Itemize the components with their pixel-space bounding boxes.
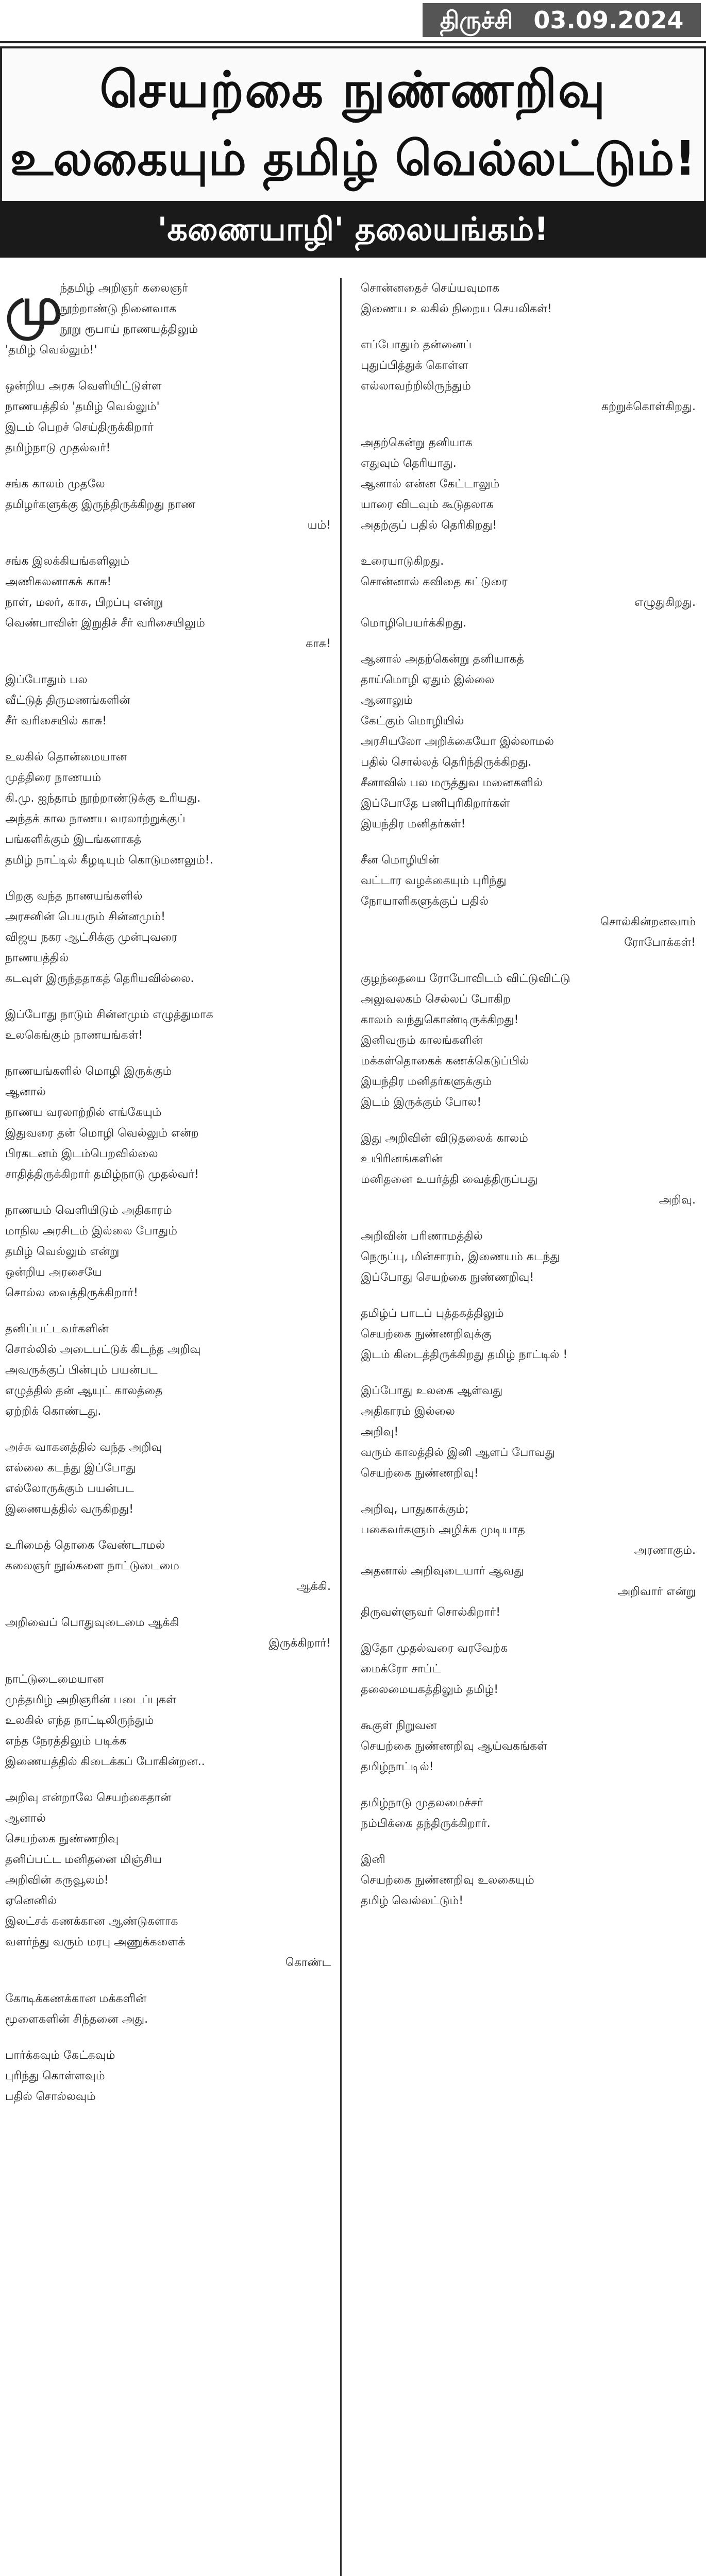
verse-line: அறிவு. [659,1194,696,1207]
left-column-body [5,278,340,2107]
verse-line: ஏனெனில் [5,1894,57,1907]
verse-line: நாள், மலர், காசு, பிறப்பு என்று [5,596,163,609]
verse-line: சொல்லில் அடைபட்டுக் கிடந்த அறிவு [5,1343,201,1356]
stanza [5,1061,331,1185]
verse-line: ஏற்றிக் கொண்டது. [5,1405,102,1418]
stanza [361,1381,696,1484]
verse-line: ஆனாலும் [361,694,413,707]
verse-line: கலைஞர் நூல்களை நாட்டுடைமை [5,1560,179,1572]
verse-line: உரையாடுகிறது. [361,555,444,568]
verse-line: பிரகடனம் இடம்பெறவில்லை [5,1147,158,1160]
verse-line: மொழிபெயர்க்கிறது. [361,617,466,630]
verse-line: அதற்குப் பதில் தெரிகிறது! [361,519,497,532]
verse-line: முத்திரை நாணயம் [5,771,102,784]
subtitle-banner: 'கணையாழி' தலையங்கம்! [0,201,706,258]
verse-line: பதில் சொல்லவும் [5,2090,96,2103]
verse-line: எந்த நேரத்திலும் படிக்க [5,1735,127,1748]
verse-line: தமிழ்நாட்டில்! [361,1760,434,1773]
stanza [361,278,696,319]
verse-line: கூகுள் நிறுவன [361,1719,437,1732]
dateline [423,3,701,37]
verse-line: நாட்டுடைமையான [5,1673,104,1686]
verse-line: ஆனால் அதற்கென்று தனியாகத் [361,653,524,666]
headline-line-2: உலகையும் தமிழ் வெல்லட்டும்! [10,131,696,186]
stanza [5,1005,331,1046]
verse-line: மக்கள்தொகைக் கணக்கெடுப்பில் [361,1055,529,1067]
verse-line: தமிழ்ப் பாடப் புத்தகத்திலும் [361,1307,504,1320]
verse-line: தாய்மொழி ஏதும் இல்லை [361,673,495,686]
verse-line: பதில் சொல்லத் தெரிந்திருக்கிறது. [361,756,532,769]
stanza [5,1319,331,1422]
stanza [361,1303,696,1365]
verse-line: கற்றுக்கொள்கிறது. [601,400,696,413]
verse-line: பங்களிக்கும் இடங்களாகத் [5,833,142,846]
verse-line: அதிகாரம் இல்லை [361,1405,455,1418]
verse-line: நாணயம் வெளியிடும் அதிகாரம் [5,1204,172,1217]
verse-line: முத்தமிழ் அறிஞரின் படைப்புகள் [5,1693,176,1706]
verse-line: நோயாளிகளுக்குப் பதில் [361,895,489,908]
stanza [361,1499,696,1623]
verse-line: அந்தக் கால நாணய வரலாற்றுக்குப் [5,812,186,825]
verse-line: அரணாகும். [634,1544,696,1557]
verse-line: இப்போது நாடும் சின்னமும் எழுத்துமாக [5,1008,213,1021]
stanza [361,649,696,835]
verse-line: யாரை விடவும் கூடுதலாக [361,498,494,511]
verse-line: பகைவர்களும் அழிக்க முடியாத [361,1523,525,1536]
verse-line: சொன்னால் கவிதை கட்டுரை [361,575,508,588]
verse-line: காசு! [306,637,331,650]
verse-line: தமிழ்நாடு முதலமைச்சர் [361,1797,483,1809]
verse-line: நாணயத்தில் [5,952,69,964]
stanza [361,1850,696,1911]
right-column-body [361,278,696,1911]
verse-line: காலம் வந்துகொண்டிருக்கிறது! [361,1013,519,1026]
verse-line: சாதித்திருக்கிறார் தமிழ்நாடு முதல்வர்! [5,1168,199,1181]
verse-line: ஆக்கி. [296,1580,331,1593]
verse-line: வரும் காலத்தில் இனி ஆளப் போவது [361,1446,555,1459]
verse-line: பார்க்கவும் கேட்கவும் [5,2049,115,2062]
verse-line: நம்பிக்கை தந்திருக்கிறார். [361,1817,491,1830]
verse-line: தலைமையகத்திலும் தமிழ்! [361,1683,499,1696]
verse-line: ஒன்றிய அரசு வெளியிட்டுள்ள [5,380,162,393]
verse-line: சொல்கின்றனவாம் [600,916,696,928]
verse-line: மூளைகளின் சிந்தனை அது. [5,2013,148,2026]
verse-line: நெருப்பு, மின்சாரம், இணையம் கடந்து [361,1250,560,1263]
stanza [5,2045,331,2107]
verse-line: அறிவின் பரிணாமத்தில் [361,1230,483,1243]
verse-line: செயற்கை நுண்ணறிவு! [361,1467,479,1480]
verse-line: மனிதனை உயர்த்தி வைத்திருப்பது [361,1173,538,1186]
verse-line: செயற்கை நுண்ணறிவு ஆய்வகங்கள் [361,1740,548,1753]
verse-line: அறிவு என்றாலே செயற்கைதான் [5,1791,172,1804]
verse-line: மைக்ரோ சாப்ட் [361,1663,441,1675]
verse-line: அலுவலகம் செல்லப் போகிற [361,993,511,1006]
verse-line: உலகில் தொன்மையான [5,751,127,764]
verse-line: அதனால் அறிவுடையார் ஆவது [361,1565,524,1578]
left-column [5,278,342,2576]
verse-line: வளர்ந்து வரும் மரபு அணுக்களைக் [5,1936,186,1948]
stanza [5,1788,331,1973]
verse-line: இனி [361,1853,385,1866]
verse-line: பிறகு வந்த நாணயங்களில் [5,890,143,903]
verse-line: சீனாவில் பல மருத்துவ மனைகளில் [361,776,543,789]
verse-line: ந்தமிழ் அறிஞர் கலைஞர் [60,282,188,295]
stanza [5,1669,331,1772]
stanza [361,850,696,953]
verse-line: தமிழ் வெல்லட்டும்! [361,1894,464,1907]
stanza [5,1989,331,2030]
verse-line: கொண்ட [285,1956,331,1969]
verse-line: செயற்கை நுண்ணறிவுக்கு [361,1328,492,1341]
verse-line: நாணயங்களில் மொழி இருக்கும் [5,1065,172,1078]
verse-line: இப்போதும் பல [5,673,88,686]
verse-line: சீன மொழியின் [361,854,440,867]
verse-line: நாணயத்தில் 'தமிழ் வெல்லும்' [5,400,160,413]
verse-line: சொன்னதைச் செய்யவுமாக [361,282,500,295]
stanza [5,670,331,732]
verse-line: தமிழ் வெல்லும் என்று [5,1245,120,1258]
stanza [5,376,331,459]
headline-box [0,46,706,205]
stanza [361,335,696,417]
verse-line: இணைய உலகில் நிறைய செயலிகள்! [361,302,552,315]
stanza [361,433,696,536]
right-column [361,278,696,2576]
verse-line: செயற்கை நுண்ணறிவு [5,1833,119,1845]
verse-line: இதுவரை தன் மொழி வெல்லும் என்ற [5,1127,199,1140]
headline-line-1: செயற்கை நுண்ணறிவு [99,61,607,118]
verse-line: தமிழர்களுக்கு இருந்திருக்கிறது நாண [5,498,196,511]
verse-line: அச்சு வாகனத்தில் வந்த அறிவு [5,1441,162,1454]
verse-line: ஆனால் என்ன கேட்டாலும் [361,478,500,490]
verse-line: கி.மு. ஐந்தாம் நூற்றாண்டுக்கு உரியது. [5,792,201,805]
stanza [5,1200,331,1303]
verse-line: குழந்தையை ரோபோவிடம் விட்டுவிட்டு [361,972,570,985]
verse-line: இடம் இருக்கும் போல! [361,1096,482,1109]
verse-line: நூற்றாண்டு நினைவாக [60,302,177,315]
verse-line: சங்க காலம் முதலே [5,478,105,490]
verse-line: கோடிக்கணக்கான மக்களின் [5,1992,147,2005]
verse-line: இணையத்தில் வருகிறது! [5,1503,134,1516]
verse-line: புதுப்பித்துக் கொள்ள [361,359,468,372]
city-label: திருச்சி [440,6,513,34]
verse-line: சீர் வரிசையில் காசு! [5,715,107,727]
verse-line: எல்லாவற்றிலிருந்தும் [361,380,471,393]
verse-line: அறிவு! [361,1426,399,1438]
verse-line: திருவள்ளுவர் சொல்கிறார்! [361,1606,501,1619]
verse-line: உரிமைத் தொகை வேண்டாமல் [5,1539,165,1552]
verse-line: இப்போது செயற்கை நுண்ணறிவு! [361,1271,534,1284]
stanza [361,1716,696,1777]
verse-line: எழுத்தில் தன் ஆயுட் காலத்தை [5,1384,163,1397]
stanza [361,969,696,1113]
verse-line: புரிந்து கொள்ளவும் [5,2070,105,2082]
verse-line: வட்டார வழக்கையும் புரிந்து [361,874,507,887]
stanza [5,474,331,536]
verse-line: இணையத்தில் கிடைக்கப் போகின்றன.. [5,1755,205,1768]
verse-line: உயிரினங்களின் [361,1153,443,1165]
verse-line: எல்லோருக்கும் பயன்பட [5,1482,134,1495]
verse-line: இப்போது உலகை ஆள்வது [361,1384,503,1397]
verse-line: இயந்திர மனிதர்களுக்கும் [361,1075,492,1088]
verse-line: கேட்கும் மொழியில் [361,715,464,727]
verse-line: அறிவின் கருவூலம்! [5,1874,109,1887]
stanza [361,1793,696,1834]
verse-line: தனிப்பட்டவர்களின் [5,1323,109,1335]
verse-line: இலட்சக் கணக்கான ஆண்டுகளாக [5,1915,178,1928]
verse-line: ஆனால் [5,1812,46,1825]
verse-line: எப்போதும் தன்னைப் [361,338,472,351]
verse-line: கடவுள் இருந்ததாகத் தெரியவில்லை. [5,972,194,985]
verse-line: இதோ முதல்வரை வரவேற்க [361,1642,508,1655]
stanza [5,278,331,361]
verse-line: இடம் பெறச் செய்திருக்கிறார் [5,421,154,434]
verse-line: எல்லை கடந்து இப்போது [5,1462,136,1475]
verse-line: நாணய வரலாற்றில் எங்கேயும் [5,1106,162,1119]
verse-line: எதுவும் தெரியாது. [361,457,457,470]
stanza [361,1226,696,1288]
verse-line: தமிழ் நாட்டில் கீழடியும் கொடுமணலும்!. [5,854,213,867]
verse-line: இருக்கிறார்! [268,1637,331,1650]
verse-line: இடம் கிடைத்திருக்கிறது தமிழ் நாட்டில் ! [361,1348,568,1361]
stanza [361,551,696,634]
verse-line: வீட்டுத் திருமணங்களின் [5,694,130,707]
verse-line: ஆனால் [5,1086,46,1098]
verse-line: அறிவார் என்று [617,1585,696,1598]
stanza [361,1638,696,1700]
verse-line: சங்க இலக்கியங்களிலும் [5,555,130,568]
stanza [361,1128,696,1211]
verse-line: அறிவு, பாதுகாக்கும்; [361,1503,469,1516]
verse-line: செயற்கை நுண்ணறிவு உலகையும் [361,1874,534,1887]
stanza [5,1535,331,1597]
verse-line: இயந்திர மனிதர்கள்! [361,818,466,831]
stanza [5,551,331,654]
verse-line: ஒன்றிய அரசையே [5,1266,102,1279]
top-bar [0,0,706,43]
verse-line: அறிவைப் பொதுவுடைமை ஆக்கி [5,1616,179,1629]
stanza [5,1613,331,1654]
verse-line: சொல்ல வைத்திருக்கிறார்! [5,1286,138,1299]
verse-line: இப்போதே பணிபுரிகிறார்கள் [361,797,510,810]
verse-line: அணிகலனாகக் காசு! [5,575,112,588]
verse-line: அதற்கென்று தனியாக [361,436,473,449]
verse-line: வெண்பாவின் இறுதிச் சீர் வரிசையிலும் [5,617,205,630]
verse-line: ரோபோக்கள்! [624,936,696,949]
verse-line: மாநில அரசிடம் இல்லை போதும் [5,1225,177,1238]
verse-line: தமிழ்நாடு முதல்வர்! [5,442,111,454]
stanza [5,1437,331,1520]
verse-line: நூறு ரூபாய் நாணயத்திலும் [60,323,198,336]
verse-line: இது அறிவின் விடுதலைக் காலம் [361,1132,528,1145]
date-label: 03.09.2024 [533,6,684,34]
verse-line: யம்! [307,519,331,532]
drop-cap: மு [5,276,63,336]
verse-line: அரசனின் பெயரும் சின்னமும்! [5,910,165,923]
verse-line: அரசியலோ அறிக்கையோ இல்லாமல் [361,735,554,748]
verse-line: அவருக்குப் பின்பும் பயன்பட [5,1364,158,1377]
verse-line: 'தமிழ் வெல்லும்!' [5,344,97,357]
verse-line: உலகில் எந்த நாட்டிலிருந்தும் [5,1714,154,1727]
verse-line: விஜய நகர ஆட்சிக்கு முன்புவரை [5,931,178,944]
verse-line: இனிவரும் காலங்களின் [361,1034,483,1047]
stanza [5,747,331,871]
stanza [5,886,331,989]
verse-line: உலகெங்கும் நாணயங்கள்! [5,1029,143,1042]
verse-line: தனிப்பட்ட மனிதனை மிஞ்சிய [5,1853,162,1866]
verse-line: எழுதுகிறது. [634,596,696,609]
